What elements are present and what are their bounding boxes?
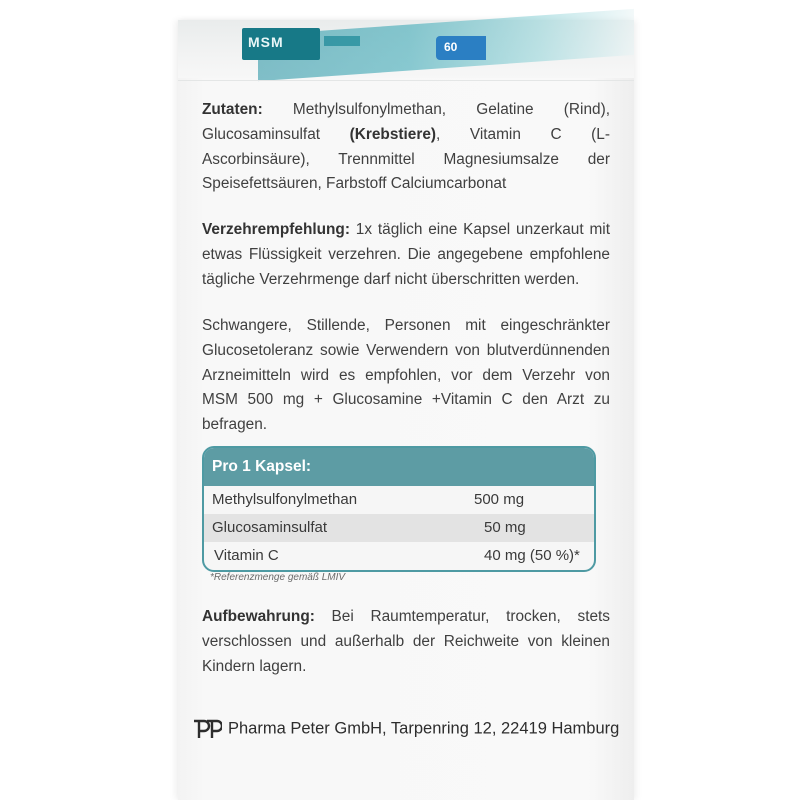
manufacturer-text: Pharma Peter GmbH, Tarpenring 12, 22419 Hamburg (228, 719, 620, 738)
storage-paragraph (202, 605, 610, 679)
warning-paragraph (202, 314, 610, 438)
table-row (204, 514, 594, 542)
manufacturer-line (192, 719, 622, 739)
nutrition-table (202, 446, 596, 572)
table-row (204, 542, 594, 570)
reference-footnote: *Referenzmenge gemäß LMIV (210, 572, 346, 583)
recommendation-paragraph (202, 218, 610, 292)
brand-logo-sub (324, 36, 360, 46)
pharma-peter-logo-icon (192, 719, 222, 739)
badge-text: 60 (444, 40, 458, 54)
nutrient-name: Vitamin C (214, 547, 279, 564)
nutrient-name: Glucosaminsulfat (212, 519, 328, 536)
nutrient-name: Methylsulfonylmethan (212, 491, 358, 508)
warning-text: Schwangere, Stillende, Personen mit eingeschränkter Glucosetoleranz sowie Verwendern von blutverdünnenden Arzneimitteln wird es empfohlen, vor dem Verzehr von MSM 500 mg + Glucosamine +Vitamin C den Arzt zu befragen. (202, 317, 610, 434)
recommendation-text: 1x täglich eine Kapsel unzerkaut mit etwas Flüssigkeit verzehren. Die angegebene empfohlene tägliche Verzehrmenge darf nicht überschritten werden. (202, 221, 610, 288)
ingredients-text-b: , Vitamin C (L-Ascorbinsäure), Trennmittel Magnesiumsalze der Speisefettsäuren, Farbstoff Calciumcarbonat (202, 125, 610, 193)
brand-logo (242, 28, 320, 60)
allergen-text: (Krebstiere) (349, 125, 437, 143)
storage-label: Aufbewahrung: (202, 608, 315, 625)
storage-text: Bei Raumtemperatur, trocken, stets verschlossen und außerhalb der Reichweite von kleinen Kindern lagern. (202, 608, 610, 675)
ingredients-text-a: Methylsulfonylmethan, Gelatine (Rind), Glucosaminsulfat (202, 101, 610, 143)
brand-logo-text: MSM (248, 34, 284, 50)
ingredients-paragraph (202, 98, 610, 197)
ingredients-label: Zutaten: (202, 101, 263, 118)
table-row (204, 486, 594, 514)
nutrient-value: 500 mg (474, 491, 525, 508)
nutrient-value: 50 mg (484, 519, 526, 536)
box-edge-line (178, 80, 634, 81)
nutrition-table-header: Pro 1 Kapsel: (204, 448, 594, 486)
recommendation-label: Verzehrempfehlung: (202, 221, 350, 238)
capsule-count-badge (436, 36, 486, 60)
nutrient-value: 40 mg (50 %)* (484, 547, 580, 564)
